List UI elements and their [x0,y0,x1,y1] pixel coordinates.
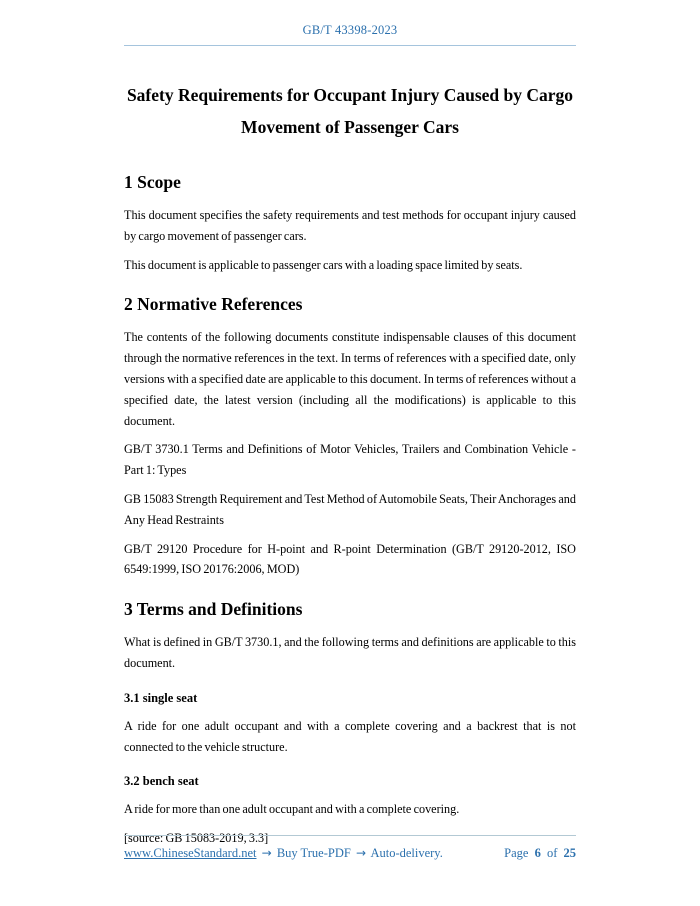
terms-intro-paragraph: What is defined in GB/T 3730.1, and the following terms and definitions are applicable to this document. [124,635,576,670]
document-body [124,171,576,849]
page-label: Page [504,846,529,860]
section-heading-terms-definitions: 3 Terms and Definitions [124,599,303,620]
normative-intro-paragraph: The contents of the following documents constitute indispensable clauses of this document through the normative references in the text. In terms of references with a specified date, only versions with a specified date are applicable to this document. In terms of references without a specified date, the latest version (including all the modifications) is applicable to this document. [124,330,576,428]
footer-rule [124,835,576,836]
page-current: 6 [534,846,541,860]
reference-item-gbt-29120: GB/T 29120 Procedure for H-point and R-point Determination (GB/T 29120-2012, ISO 6549:1999, ISO 20176:2006, MOD) [124,541,576,577]
term-heading-single-seat: 3.1 single seat [124,690,198,705]
of-label: of [546,846,558,860]
page-header [124,0,576,46]
title-line-1: Safety Requirements for Occupant Injury Caused by Cargo [126,85,574,105]
term-heading-bench-seat: 3.2 bench seat [124,774,199,789]
footer-tagline [124,845,445,862]
document-title [124,79,576,143]
scope-paragraph-1: This document specifies the safety requirements and test methods for occupant injury caused by cargo movement of passenger cars. [124,208,576,243]
term-definition-single-seat: A ride for one adult occupant and with a complete covering and a backrest that is not connected to the vehicle structure. [124,718,576,754]
arrow-icon: → [355,846,366,860]
title-line-2: Movement of Passenger Cars [241,117,459,137]
page-total: 25 [563,846,576,860]
section-heading-normative-references: 2 Normative References [124,294,303,315]
page-footer [124,835,576,862]
footer-action-buy: Buy True-PDF [276,846,351,860]
section-heading-scope: 1 Scope [124,172,181,192]
reference-item-gb-15083: GB 15083 Strength Requirement and Test Method of Automobile Seats, Their Anchorages and Any Head Restraints [124,491,576,527]
source-note: [source: GB 15083-2019, 3.3] [124,831,269,846]
footer-action-delivery: Auto-delivery. [370,846,443,860]
scope-paragraph-2: This document is applicable to passenger cars with a loading space limited by seats. [124,257,523,272]
arrow-icon: → [261,846,272,860]
term-definition-bench-seat: A ride for more than one adult occupant and with a complete covering. [124,802,460,817]
header-doc-number: GB/T 43398-2023 [302,23,398,37]
site-link[interactable]: www.ChineseStandard.net [124,846,257,860]
page-indicator [501,845,576,862]
header-rule [124,45,576,46]
reference-item-gbt-3730-1: GB/T 3730.1 Terms and Definitions of Motor Vehicles, Trailers and Combination Vehicle - Part 1: Types [124,442,576,478]
